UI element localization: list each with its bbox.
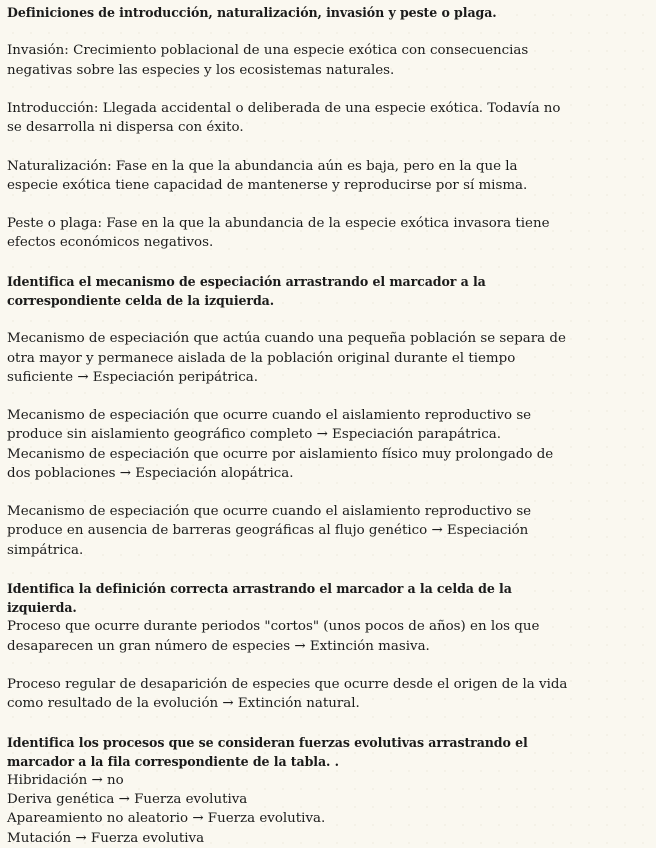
naturalizacion-line-1: Naturalización: Fase en la que la abundancia aún es baja, pero en la que la	[7, 158, 518, 174]
simpatrica-line-1: Mecanismo de especiación que ocurre cuando el aislamiento reproductivo se	[7, 504, 532, 520]
forces-heading-line-1: Identifica los procesos que se consideran fuerzas evolutivas arrastrando el	[7, 734, 528, 750]
simpatrica-line-3: simpátrica.	[7, 542, 84, 558]
peripatrica-line-3: suficiente → Especiación peripátrica.	[7, 369, 258, 385]
simpatrica-line-2: produce en ausencia de barreras geográficas al flujo genético → Especiación	[7, 523, 529, 539]
forces-section	[7, 733, 652, 848]
parapatrica-line-2: produce sin aislamiento geográfico completo → Especiación parapátrica.	[7, 427, 501, 443]
forces-item-deriva: Deriva genética → Fuerza evolutiva	[7, 792, 248, 808]
definitions-section	[7, 3, 652, 253]
natural-line-2: como resultado de la evolución → Extinción natural.	[7, 696, 360, 712]
peripatrica-line-2: otra mayor y permanece aislada de la población original durante el tiempo	[7, 350, 516, 366]
introduccion-line-1: Introducción: Llegada accidental o deliberada de una especie exótica. Todavía no	[7, 100, 561, 116]
extinction-heading-line-2: izquierda.	[7, 600, 77, 616]
forces-heading-line-2: marcador a la fila correspondiente de la tabla. .	[7, 753, 339, 769]
masiva-line-1: Proceso que ocurre durante periodos "cortos" (unos pocos de años) en los que	[7, 619, 540, 635]
definitions-heading: Definiciones de introducción, naturalización, invasión y peste o plaga.	[7, 5, 497, 20]
forces-item-mutacion: Mutación → Fuerza evolutiva	[7, 830, 205, 846]
speciation-heading-line-1: Identifica el mecanismo de especiación arrastrando el marcador a la	[7, 273, 486, 289]
speciation-section	[7, 272, 652, 560]
introduccion-line-2: se desarrolla ni dispersa con éxito.	[7, 120, 244, 136]
masiva-line-2: desaparecen un gran número de especies → Extinción masiva.	[7, 638, 430, 654]
peste-line-2: efectos económicos negativos.	[7, 235, 214, 251]
forces-item-apareamiento: Apareamiento no aleatorio → Fuerza evolutiva.	[7, 811, 326, 827]
peripatrica-line-1: Mecanismo de especiación que actúa cuando una pequeña población se separa de	[7, 331, 566, 347]
naturalizacion-line-2: especie exótica tiene capacidad de mantenerse y reproducirse por sí misma.	[7, 177, 528, 193]
forces-item-hibridacion: Hibridación → no	[7, 772, 124, 788]
invasion-line-1: Invasión: Crecimiento poblacional de una especie exótica con consecuencias	[7, 43, 529, 59]
natural-line-1: Proceso regular de desaparición de especies que ocurre desde el origen de la vida	[7, 676, 568, 692]
extinction-heading-line-1: Identifica la definición correcta arrastrando el marcador a la celda de la	[7, 580, 512, 596]
alopatrica-line-1: Mecanismo de especiación que ocurre por aislamiento físico muy prolongado de	[7, 446, 554, 462]
alopatrica-line-2: dos poblaciones → Especiación alopátrica.	[7, 465, 294, 481]
parapatrica-line-1: Mecanismo de especiación que ocurre cuando el aislamiento reproductivo se	[7, 408, 532, 424]
invasion-line-2: negativas sobre las especies y los ecosistemas naturales.	[7, 62, 395, 78]
speciation-heading-line-2: correspondiente celda de la izquierda.	[7, 292, 275, 308]
peste-line-1: Peste o plaga: Fase en la que la abundancia de la especie exótica invasora tiene	[7, 216, 550, 232]
extinction-section	[7, 579, 652, 713]
